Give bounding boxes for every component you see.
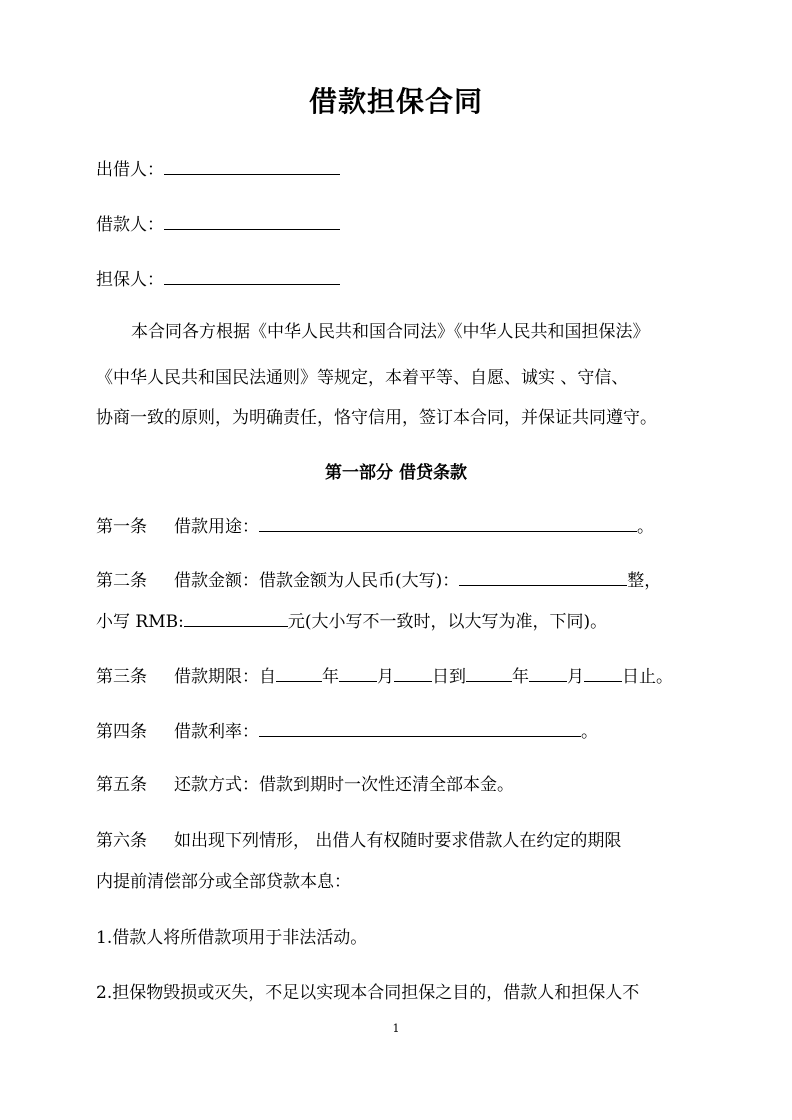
start-month-label: 月	[377, 667, 394, 687]
guarantor-label: 担保人：	[96, 270, 164, 290]
start-month-blank[interactable]	[339, 664, 377, 682]
page-number: 1	[392, 1022, 400, 1035]
end-month-blank[interactable]	[529, 664, 567, 682]
end-year-blank[interactable]	[466, 664, 512, 682]
article-3	[96, 664, 673, 689]
article-2	[96, 568, 661, 593]
article-2-line-2	[96, 609, 607, 634]
preamble-line-3: 协商一致的原则，为明确责任，恪守信用，签订本合同，并保证共同遵守。	[96, 408, 657, 428]
article-4-end: 。	[581, 722, 598, 742]
list-item-1: 1.借款人将所借款项用于非法活动。	[96, 928, 368, 948]
lender-label: 出借人：	[96, 160, 164, 180]
borrower-blank[interactable]	[164, 212, 340, 230]
article-6-line-1: 如出现下列情形， 出借人有权随时要求借款人在约定的期限	[174, 831, 622, 851]
interest-rate-blank[interactable]	[259, 719, 581, 737]
start-year-label: 年	[322, 667, 339, 687]
start-year-blank[interactable]	[276, 664, 322, 682]
preamble-line-2: 《中华人民共和国民法通则》等规定，本着平等、自愿、诚实 、守信、	[96, 368, 629, 388]
article-4-number: 第四条	[96, 722, 147, 742]
end-day-blank[interactable]	[584, 664, 622, 682]
lender-blank[interactable]	[164, 157, 340, 175]
end-year-label: 年	[512, 667, 529, 687]
article-3-label: 借款期限：自	[174, 667, 276, 687]
lender-line	[96, 157, 340, 182]
article-1	[96, 514, 654, 539]
article-6-line-2: 内提前清偿部分或全部贷款本息：	[96, 872, 351, 892]
guarantor-blank[interactable]	[164, 267, 340, 285]
day-to-label: 日到	[432, 667, 466, 687]
list-item-2: 2.担保物毁损或灭失，不足以实现本合同担保之目的，借款人和担保人不	[96, 983, 640, 1003]
day-end-label: 日止。	[622, 667, 673, 687]
article-2-line-2-text: 元(大小写不一致时，以大写为准，下同)。	[287, 612, 608, 632]
article-5-number: 第五条	[96, 775, 147, 795]
document-title: 借款担保合同	[308, 85, 483, 118]
part1-heading: 第一部分 借贷条款	[325, 463, 467, 483]
loan-purpose-blank[interactable]	[259, 514, 637, 532]
article-1-number: 第一条	[96, 517, 147, 537]
start-day-blank[interactable]	[394, 664, 432, 682]
amount-uppercase-blank[interactable]	[459, 568, 627, 586]
article-5	[96, 773, 514, 797]
guarantor-line	[96, 267, 340, 292]
borrower-label: 借款人：	[96, 215, 164, 235]
article-4	[96, 719, 598, 744]
article-6	[96, 829, 621, 853]
rmb-label: 小写 RMB:	[96, 612, 184, 632]
article-2-end: 整，	[627, 571, 662, 591]
article-2-number: 第二条	[96, 571, 147, 591]
article-3-number: 第三条	[96, 667, 147, 687]
article-5-text: 还款方式：借款到期时一次性还清全部本金。	[174, 775, 514, 795]
article-4-label: 借款利率：	[174, 722, 259, 742]
article-1-end: 。	[637, 517, 654, 537]
borrower-line	[96, 212, 340, 237]
end-month-label: 月	[567, 667, 584, 687]
article-6-number: 第六条	[96, 831, 147, 851]
article-1-label: 借款用途：	[174, 517, 259, 537]
article-2-text: 借款金额：借款金额为人民币(大写)：	[174, 571, 460, 591]
preamble-line-1: 本合同各方根据《中华人民共和国合同法》《中华人民共和国担保法》	[131, 322, 650, 342]
amount-lowercase-blank[interactable]	[184, 609, 288, 627]
